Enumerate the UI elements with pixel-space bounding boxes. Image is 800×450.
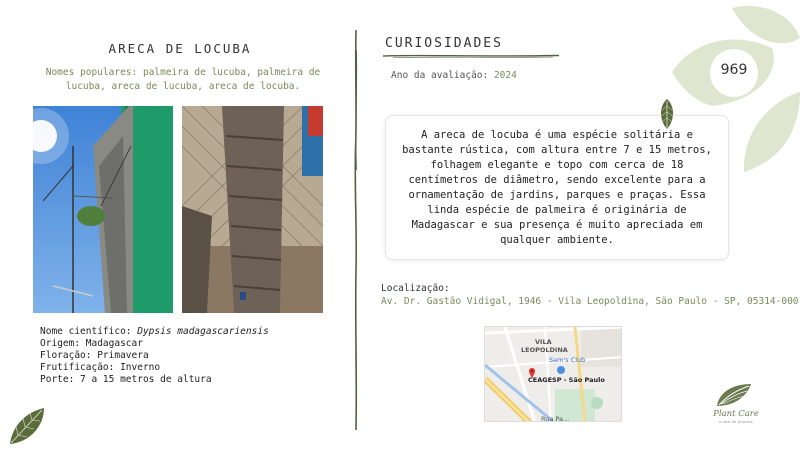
leaf-icon-bottom [8, 406, 48, 446]
column-divider [352, 30, 360, 430]
location-address: Av. Dr. Gastão Vidigal, 1946 - Vila Leopoldina, São Paulo - SP, 05314-000 [381, 296, 799, 307]
scientific-name: Nome científico: Dypsis madagascariensis [40, 326, 269, 337]
curiosities-text: A areca de locuba é uma espécie solitária e bastante rústica, com altura entre 7 e 15 metros, folhagem elegante e topo com cerca de 18 centímetros de diâmetro, sendo excelente para a ornamentação de jardins, parques e praças. Essa linda espécie de palmeira é originária de Madagascar e sua presença é muito apreciada em qualquer ambiente. [402, 129, 712, 246]
plant-care-logo [703, 380, 769, 430]
scientific-name-value: Dypsis madagascariensis [137, 326, 269, 337]
evaluation-year: Ano da avaliação: 2024 [391, 70, 517, 81]
palm-photo-1 [33, 106, 173, 313]
map-street-label: Rua Pa... [541, 415, 570, 422]
location-map[interactable] [484, 326, 622, 422]
flowering: Floração: Primavera [40, 350, 149, 361]
location-label: Localização: [381, 283, 450, 294]
map-pin-label: CEAGESP - São Paulo [528, 376, 605, 384]
map-district-2: LEOPOLDINA [521, 346, 568, 354]
decorative-leaves [672, 0, 800, 180]
plant-number-badge: 969 [720, 62, 748, 78]
map-district-1: VILA [535, 338, 552, 346]
fruiting: Frutificação: Inverno [40, 362, 161, 373]
leaf-icon [658, 98, 676, 130]
logo-tagline: cuide de plantas [719, 420, 753, 424]
plant-facts [40, 326, 269, 386]
palm-photo-2 [182, 106, 323, 313]
popular-names: Nomes populares: palmeira de lucuba, palmeira de lucuba, areca de lucuba, areca de locuba. [45, 67, 321, 92]
map-store-label: Sam's Club [549, 356, 586, 364]
logo-name: Plant Care [713, 409, 759, 419]
curiosities-heading: CURIOSIDADES [385, 36, 503, 51]
size: Porte: 7 a 15 metros de altura [40, 374, 212, 385]
plant-title: ARECA DE LOCUBA [108, 41, 252, 56]
origin: Origem: Madagascar [40, 338, 143, 349]
evaluation-year-value: 2024 [493, 70, 517, 81]
logo-leaf-icon [703, 380, 769, 410]
heading-underline [383, 52, 559, 60]
